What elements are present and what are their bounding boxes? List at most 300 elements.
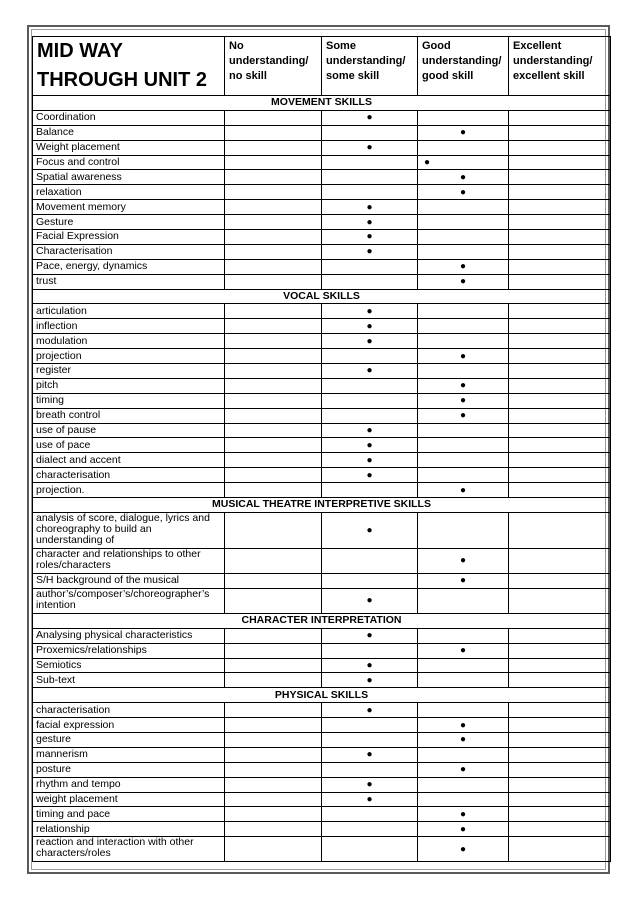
rating-cell	[509, 200, 611, 215]
rating-cell	[322, 393, 418, 408]
skill-row	[33, 822, 611, 837]
rating-cell	[418, 732, 509, 747]
rating-mark: ●	[366, 231, 373, 243]
rating-cell	[225, 588, 322, 613]
skill-row	[33, 349, 611, 364]
rating-mark: ●	[424, 157, 431, 168]
rating-cell	[322, 673, 418, 688]
rating-cell	[509, 244, 611, 259]
rating-cell	[418, 200, 509, 215]
skill-row	[33, 573, 611, 588]
rating-cell	[322, 110, 418, 125]
skill-row	[33, 807, 611, 822]
rating-cell	[322, 658, 418, 673]
rating-cell	[225, 807, 322, 822]
skill-label: posture	[33, 762, 225, 777]
rating-cell	[418, 762, 509, 777]
skill-label: articulation	[33, 304, 225, 319]
rating-mark: ●	[459, 823, 467, 835]
rating-cell	[322, 274, 418, 289]
rating-cell	[225, 732, 322, 747]
rating-cell	[509, 155, 611, 170]
rating-cell	[322, 170, 418, 185]
skill-label: Semiotics	[33, 658, 225, 673]
rating-mark: ●	[366, 216, 373, 228]
rating-cell	[509, 762, 611, 777]
skill-label: pitch	[33, 378, 225, 393]
rating-mark: ●	[366, 365, 373, 377]
section-row	[33, 498, 611, 513]
section-heading: MUSICAL THEATRE INTERPRETIVE SKILLS	[33, 498, 611, 513]
rating-cell	[225, 777, 322, 792]
rating-cell	[418, 792, 509, 807]
rating-cell	[418, 244, 509, 259]
rating-cell	[322, 732, 418, 747]
rating-cell	[225, 200, 322, 215]
skill-label: timing	[33, 393, 225, 408]
rating-cell	[509, 588, 611, 613]
rating-mark: ●	[459, 719, 467, 731]
column-header-good-skill: Good understanding/ good skill	[418, 37, 509, 96]
skill-row	[33, 140, 611, 155]
rating-cell	[322, 453, 418, 468]
rating-cell	[225, 822, 322, 837]
rating-cell	[418, 512, 509, 548]
rating-cell	[225, 244, 322, 259]
rating-cell	[418, 274, 509, 289]
rating-cell	[418, 215, 509, 230]
rating-cell	[418, 747, 509, 762]
rating-mark: ●	[459, 575, 467, 587]
skill-row	[33, 438, 611, 453]
skill-label: Spatial awareness	[33, 170, 225, 185]
skill-row	[33, 274, 611, 289]
rating-cell	[418, 155, 509, 170]
rating-mark: ●	[459, 171, 467, 183]
rating-cell	[509, 807, 611, 822]
rating-cell	[509, 453, 611, 468]
rating-cell	[418, 548, 509, 573]
rating-cell	[418, 110, 509, 125]
rating-cell	[322, 349, 418, 364]
rating-cell	[418, 364, 509, 379]
rating-cell	[509, 573, 611, 588]
rating-cell	[225, 364, 322, 379]
skill-row	[33, 628, 611, 643]
rating-cell	[225, 573, 322, 588]
skill-label: Balance	[33, 125, 225, 140]
skill-row	[33, 777, 611, 792]
skill-label: use of pace	[33, 438, 225, 453]
rating-cell	[418, 304, 509, 319]
skill-row	[33, 588, 611, 613]
skill-row	[33, 215, 611, 230]
rating-mark: ●	[459, 734, 467, 746]
rating-cell	[509, 125, 611, 140]
rating-cell	[225, 170, 322, 185]
rating-cell	[418, 643, 509, 658]
rating-cell	[225, 140, 322, 155]
skill-row	[33, 732, 611, 747]
skill-row	[33, 393, 611, 408]
rating-mark: ●	[366, 674, 373, 686]
rating-cell	[225, 673, 322, 688]
rating-cell	[418, 822, 509, 837]
rating-cell	[509, 170, 611, 185]
skill-label: characterisation	[33, 468, 225, 483]
skill-row	[33, 673, 611, 688]
rating-cell	[418, 483, 509, 498]
rating-cell	[322, 185, 418, 200]
section-row	[33, 613, 611, 628]
skill-label: relationship	[33, 822, 225, 837]
skill-label: weight placement	[33, 792, 225, 807]
rating-mark: ●	[366, 335, 373, 347]
rating-mark: ●	[366, 704, 373, 716]
rating-cell	[322, 200, 418, 215]
rating-cell	[225, 378, 322, 393]
rating-mark: ●	[366, 454, 373, 466]
rating-mark: ●	[459, 410, 467, 422]
rating-cell	[418, 170, 509, 185]
skill-row	[33, 155, 611, 170]
skill-row	[33, 244, 611, 259]
rating-cell	[322, 777, 418, 792]
skill-row	[33, 364, 611, 379]
rating-cell	[322, 512, 418, 548]
rating-cell	[509, 364, 611, 379]
skill-row	[33, 259, 611, 274]
rating-cell	[225, 762, 322, 777]
skill-label: Weight placement	[33, 140, 225, 155]
rating-cell	[225, 259, 322, 274]
rating-cell	[322, 408, 418, 423]
rating-cell	[509, 792, 611, 807]
rating-mark: ●	[366, 595, 373, 607]
skill-row	[33, 334, 611, 349]
rating-cell	[509, 438, 611, 453]
rating-cell	[418, 718, 509, 733]
section-heading: MOVEMENT SKILLS	[33, 96, 611, 111]
assessment-table	[32, 36, 611, 862]
rating-cell	[509, 777, 611, 792]
rating-cell	[509, 673, 611, 688]
section-row	[33, 688, 611, 703]
header-row	[33, 37, 611, 96]
skill-label: dialect and accent	[33, 453, 225, 468]
rating-cell	[509, 747, 611, 762]
skill-row	[33, 643, 611, 658]
rating-cell	[418, 185, 509, 200]
rating-cell	[418, 588, 509, 613]
skill-label: Gesture	[33, 215, 225, 230]
rating-cell	[418, 628, 509, 643]
rating-cell	[225, 349, 322, 364]
rating-cell	[418, 408, 509, 423]
rating-cell	[225, 837, 322, 862]
rating-mark: ●	[459, 484, 467, 496]
section-heading: CHARACTER INTERPRETATION	[33, 613, 611, 628]
section-heading: VOCAL SKILLS	[33, 289, 611, 304]
rating-cell	[418, 573, 509, 588]
skill-row	[33, 170, 611, 185]
rating-cell	[418, 777, 509, 792]
rating-cell	[509, 185, 611, 200]
rating-cell	[509, 718, 611, 733]
skill-row	[33, 110, 611, 125]
rating-cell	[418, 468, 509, 483]
rating-mark: ●	[459, 645, 467, 657]
rating-cell	[509, 393, 611, 408]
skill-label: inflection	[33, 319, 225, 334]
rating-cell	[225, 483, 322, 498]
skill-label: use of pause	[33, 423, 225, 438]
rating-cell	[509, 140, 611, 155]
rating-cell	[322, 378, 418, 393]
rating-mark: ●	[366, 305, 373, 317]
rating-cell	[509, 468, 611, 483]
rating-mark: ●	[366, 524, 373, 536]
column-header-excellent-skill: Excellent understanding/ excellent skill	[509, 37, 611, 96]
rating-cell	[509, 837, 611, 862]
rating-mark: ●	[366, 439, 373, 451]
skill-label: Characterisation	[33, 244, 225, 259]
skill-row	[33, 423, 611, 438]
rating-cell	[322, 140, 418, 155]
rating-mark: ●	[366, 779, 373, 791]
skill-label: relaxation	[33, 185, 225, 200]
skill-row	[33, 483, 611, 498]
skill-label: Proxemics/relationships	[33, 643, 225, 658]
skill-label: rhythm and tempo	[33, 777, 225, 792]
rating-cell	[418, 423, 509, 438]
section-heading: PHYSICAL SKILLS	[33, 688, 611, 703]
section-row	[33, 96, 611, 111]
rating-cell	[225, 155, 322, 170]
skill-row	[33, 512, 611, 548]
rating-cell	[509, 215, 611, 230]
skill-label: timing and pace	[33, 807, 225, 822]
skill-row	[33, 304, 611, 319]
rating-mark: ●	[366, 630, 373, 642]
rating-cell	[322, 155, 418, 170]
rating-cell	[322, 259, 418, 274]
rating-mark: ●	[459, 395, 467, 407]
rating-cell	[322, 334, 418, 349]
rating-cell	[418, 125, 509, 140]
rating-cell	[418, 230, 509, 245]
rating-cell	[322, 483, 418, 498]
rating-cell	[225, 423, 322, 438]
rating-cell	[509, 230, 611, 245]
rating-cell	[322, 643, 418, 658]
rating-cell	[322, 792, 418, 807]
skill-row	[33, 792, 611, 807]
rating-cell	[225, 718, 322, 733]
rating-cell	[225, 125, 322, 140]
skill-label: modulation	[33, 334, 225, 349]
rating-mark: ●	[366, 201, 373, 213]
rating-cell	[418, 673, 509, 688]
rating-cell	[509, 423, 611, 438]
rating-mark: ●	[366, 112, 373, 124]
skill-row	[33, 185, 611, 200]
skill-row	[33, 762, 611, 777]
rating-cell	[509, 259, 611, 274]
rating-mark: ●	[459, 350, 467, 362]
rating-cell	[322, 762, 418, 777]
rating-cell	[225, 703, 322, 718]
skill-label: breath control	[33, 408, 225, 423]
rating-cell	[322, 423, 418, 438]
skill-row	[33, 658, 611, 673]
rating-mark: ●	[366, 425, 373, 437]
rating-cell	[322, 215, 418, 230]
rating-cell	[225, 628, 322, 643]
page-title: MID WAY THROUGH UNIT 2	[33, 37, 225, 96]
rating-cell	[509, 658, 611, 673]
rating-cell	[225, 215, 322, 230]
skill-row	[33, 747, 611, 762]
rating-cell	[322, 747, 418, 762]
skill-label: trust	[33, 274, 225, 289]
rating-cell	[418, 140, 509, 155]
skill-row	[33, 453, 611, 468]
skill-row	[33, 548, 611, 573]
skill-label: S/H background of the musical	[33, 573, 225, 588]
section-row	[33, 289, 611, 304]
rating-cell	[225, 319, 322, 334]
rating-cell	[322, 628, 418, 643]
rating-cell	[322, 304, 418, 319]
rating-cell	[322, 573, 418, 588]
rating-mark: ●	[459, 764, 467, 776]
skill-row	[33, 703, 611, 718]
rating-cell	[225, 334, 322, 349]
rating-cell	[509, 483, 611, 498]
rating-cell	[418, 319, 509, 334]
skill-row	[33, 319, 611, 334]
skill-label: Facial Expression	[33, 230, 225, 245]
rating-cell	[322, 438, 418, 453]
skill-label: gesture	[33, 732, 225, 747]
rating-mark: ●	[459, 186, 467, 198]
rating-mark: ●	[366, 469, 373, 481]
assessment-table-body	[33, 37, 611, 862]
skill-label: Sub-text	[33, 673, 225, 688]
rating-cell	[509, 643, 611, 658]
rating-cell	[322, 807, 418, 822]
rating-cell	[322, 822, 418, 837]
skill-label: Coordination	[33, 110, 225, 125]
rating-cell	[225, 274, 322, 289]
column-header-no-skill: No understanding/ no skill	[225, 37, 322, 96]
rating-cell	[418, 703, 509, 718]
rating-mark: ●	[459, 555, 467, 567]
skill-row	[33, 378, 611, 393]
rating-cell	[509, 548, 611, 573]
rating-cell	[225, 304, 322, 319]
rating-cell	[418, 453, 509, 468]
rating-cell	[509, 408, 611, 423]
rating-cell	[225, 438, 322, 453]
rating-mark: ●	[459, 808, 467, 820]
skill-label: facial expression	[33, 718, 225, 733]
rating-cell	[509, 732, 611, 747]
rating-cell	[418, 334, 509, 349]
rating-cell	[509, 512, 611, 548]
skill-label: Analysing physical characteristics	[33, 628, 225, 643]
rating-cell	[322, 364, 418, 379]
rating-cell	[418, 438, 509, 453]
rating-cell	[322, 588, 418, 613]
skill-row	[33, 718, 611, 733]
rating-cell	[418, 837, 509, 862]
rating-cell	[418, 349, 509, 364]
column-header-some-skill: Some understanding/ some skill	[322, 37, 418, 96]
rating-cell	[418, 658, 509, 673]
rating-mark: ●	[366, 320, 373, 332]
rating-mark: ●	[366, 246, 373, 258]
rating-cell	[509, 304, 611, 319]
rating-mark: ●	[366, 749, 373, 761]
skill-row	[33, 837, 611, 862]
rating-cell	[225, 792, 322, 807]
rating-cell	[509, 378, 611, 393]
skill-row	[33, 230, 611, 245]
skill-label: Pace, energy, dynamics	[33, 259, 225, 274]
skill-label: author’s/composer’s/choreographer’s intention	[33, 588, 225, 613]
rating-cell	[322, 468, 418, 483]
rating-cell	[225, 747, 322, 762]
rating-cell	[418, 807, 509, 822]
rating-cell	[225, 658, 322, 673]
skill-label: characterisation	[33, 703, 225, 718]
rating-cell	[322, 319, 418, 334]
rating-cell	[322, 718, 418, 733]
rating-mark: ●	[459, 127, 467, 139]
skill-row	[33, 408, 611, 423]
rating-cell	[225, 468, 322, 483]
rating-cell	[509, 274, 611, 289]
skill-label: Focus and control	[33, 155, 225, 170]
rating-cell	[509, 349, 611, 364]
rating-cell	[509, 110, 611, 125]
rating-cell	[509, 334, 611, 349]
skill-row	[33, 125, 611, 140]
rating-cell	[225, 110, 322, 125]
rating-cell	[418, 393, 509, 408]
rating-cell	[322, 548, 418, 573]
rating-mark: ●	[459, 843, 467, 855]
skill-label: reaction and interaction with other characters/roles	[33, 837, 225, 862]
skill-label: projection	[33, 349, 225, 364]
rating-cell	[509, 628, 611, 643]
rating-mark: ●	[459, 380, 467, 392]
skill-label: analysis of score, dialogue, lyrics and choreography to build an understanding of	[33, 512, 225, 548]
rating-cell	[322, 837, 418, 862]
rating-cell	[225, 512, 322, 548]
rating-cell	[225, 185, 322, 200]
rating-mark: ●	[459, 276, 467, 288]
rating-mark: ●	[366, 142, 373, 154]
rating-cell	[225, 643, 322, 658]
rating-cell	[418, 259, 509, 274]
rating-mark: ●	[366, 659, 373, 671]
skill-row	[33, 200, 611, 215]
skill-row	[33, 468, 611, 483]
rating-mark: ●	[366, 793, 373, 805]
